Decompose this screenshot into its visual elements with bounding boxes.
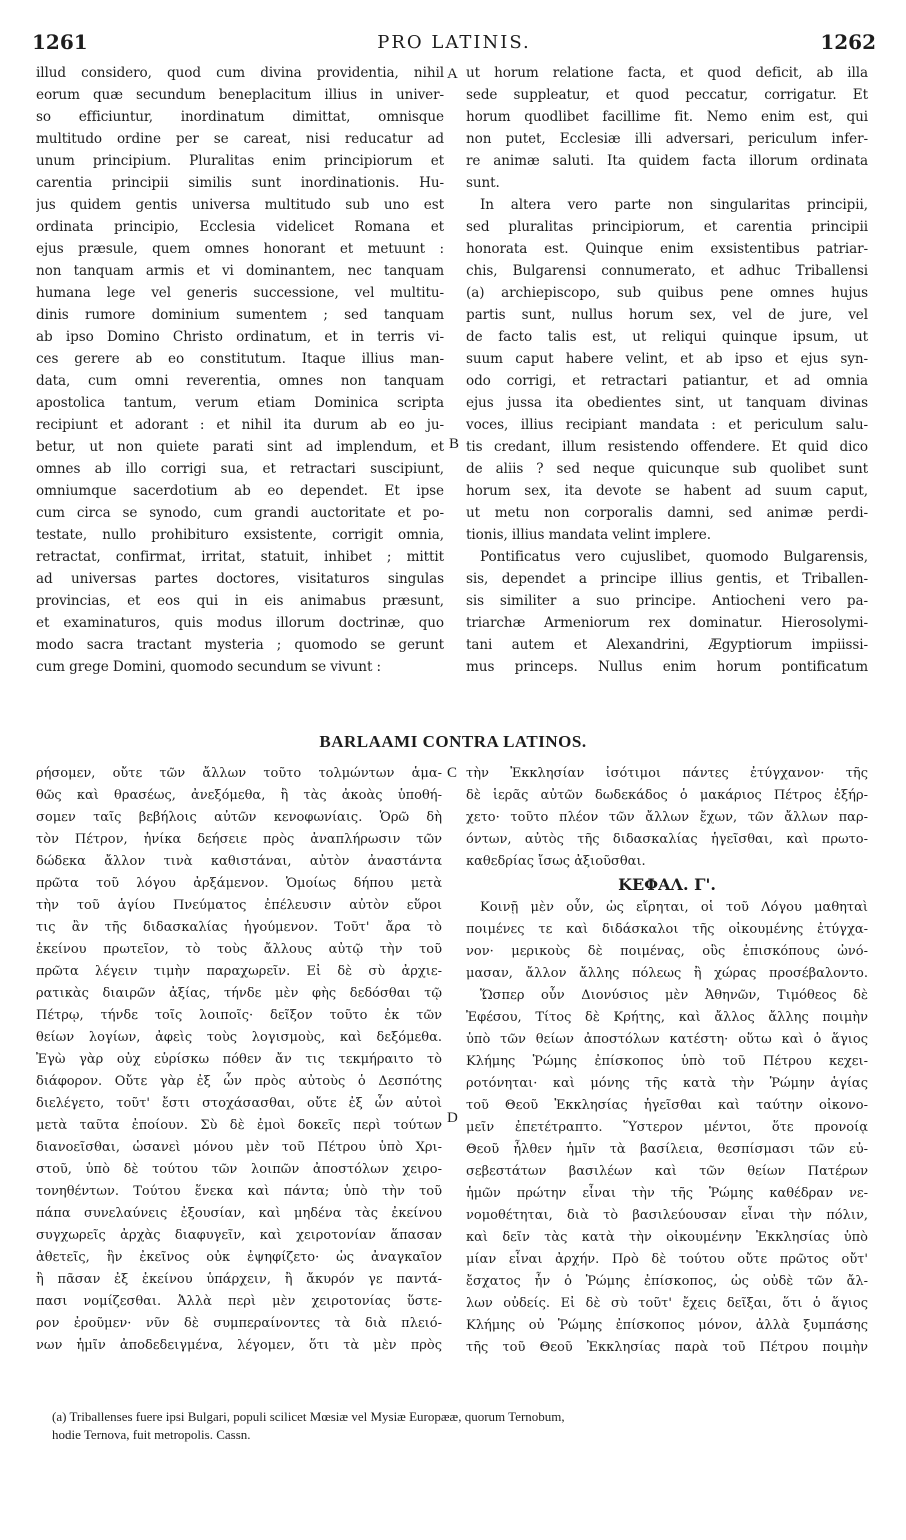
text-line: ut metu non corporalis damni, sed animæ perdi- — [466, 505, 868, 521]
text-line: sed pluralitas principiorum, et carentia principii — [466, 219, 868, 235]
text-line: unum principium. Pluralitas enim principiorum et — [36, 153, 444, 169]
text-line: τονηθέντων. Τούτου ἕνεκα καὶ πάντα; ὑπὸ τὴν τοῦ — [36, 1184, 442, 1199]
margin-marker-c: C — [447, 765, 458, 781]
text-line: Κλήμης Ῥώμης ἐπίσκοπος ὑπὸ τοῦ Πέτρου κεχει- — [466, 1054, 868, 1069]
text-line: καθεδρίας ἴσως ἀξιοῦσθαι. — [466, 854, 646, 869]
margin-marker-d: D — [447, 1110, 458, 1126]
text-line: ρήσομεν, οὔτε τῶν ἄλλων τοῦτο τολμώντων ἁμα- — [36, 766, 442, 781]
text-line: μίαν εἶναι ἀρχήν. Πρὸ δὲ τούτου οὔτε πρῶτος οὔτ' — [466, 1252, 868, 1267]
text-line: ὑπὸ τῶν θείων ἀποστόλων κατέστη· οὕτω καὶ ὁ ἅγιος — [466, 1032, 868, 1047]
text-line: et examinaturos, quis modus illorum doctrinæ, quo — [36, 615, 444, 631]
text-line: multitudo ordine per se careat, nisi reducatur ad — [36, 131, 444, 147]
text-line: τὴν τοῦ ἁγίου Πνεύματος ἐπέλευσιν αὐτὸν εὕροι — [36, 898, 442, 913]
text-line: In altera vero parte non singularitas principii, — [480, 197, 868, 213]
left-page-number: 1261 — [32, 30, 88, 54]
text-line: λων οὐδείς. Εἰ δὲ σὺ τοῦτ' ἔχεις δεῖξαι, ὅτι ὁ ἅγιος — [466, 1296, 868, 1311]
text-line: ἔσχατος ἦν ὁ Ῥώμης ἐπίσκοπος, ὡς οὐδὲ τῶν ἄλ- — [466, 1274, 868, 1289]
text-line: re animæ saluti. Ita quidem facta illorum ordinata — [466, 153, 868, 169]
text-line: sis, dependet a principe illius gentis, et Triballen- — [466, 571, 868, 587]
text-line: τῆς τοῦ Θεοῦ Ἐκκλησίας παρὰ τοῦ Πέτρου ποιμὴν — [466, 1340, 868, 1355]
text-line: so efficiuntur, inordinatum dimittat, omnisque — [36, 109, 444, 125]
text-line: eorum quæ secundum beneplacitum illius in univer- — [36, 87, 444, 103]
text-line: ἢ πᾶσαν ἐξ ἐκείνου ὑπάρχειν, ἢ ἄκυρόν γε παντά- — [36, 1272, 442, 1287]
text-line: καὶ δεῖν τὰς κατὰ τὴν οἰκουμένην Ἐκκλησίας ὑπὸ — [466, 1230, 868, 1245]
text-line: non tanquam armis et vi dominantem, nec tanquam — [36, 263, 444, 279]
text-line: τὴν Ἐκκλησίαν ἰσότιμοι πάντες ἐτύγχανον· τῆς — [466, 766, 868, 781]
text-line: tionis, illius mandata velint implere. — [466, 527, 711, 543]
margin-marker-a: A — [447, 66, 458, 82]
text-line: τοῦ Θεοῦ Ἐκκλησίας ἡγεῖσθαι καὶ ταύτην οἰκονο- — [466, 1098, 868, 1113]
text-line: (a) archiepiscopo, sub quibus pene omnes hujus — [466, 285, 868, 301]
text-line: ρον ἐροῦμεν· νῦν δὲ συμπεραίνοντες τὰ διὰ πλειό- — [36, 1316, 442, 1331]
text-line: omniumque sacerdotium ab eo dependet. Et ipse — [36, 483, 444, 499]
text-line: μεῖν ἐπετέτραπτο. Ὕστερον μέντοι, ὅτε προνοίᾳ — [466, 1120, 868, 1135]
greek-right-column — [466, 763, 868, 1359]
text-line: cum grege Domini, quomodo secundum se vivunt : — [36, 659, 382, 675]
text-line: partis sunt, nullus horum sex, vel de jure, vel — [466, 307, 868, 323]
text-line: ut horum relatione facta, et quod deficit, ab illa — [466, 65, 868, 81]
footnote — [52, 1408, 872, 1444]
text-line: Πέτρῳ, τήνδε τοῖς λοιποῖς· δεῖξον τοῦτο ἐκ τῶν — [36, 1008, 442, 1023]
text-line: mus princeps. Nullus enim horum pontificatum — [466, 659, 868, 675]
text-line: στοῦ, ὑπὸ δὲ τούτου τῶν λοιπῶν ἀποστόλων χειρο- — [36, 1162, 442, 1177]
latin-right-column — [466, 62, 868, 678]
text-line: διελέγετο, τοῦτ' ἔστι στοχάσασθαι, οὔτε ἐξ ὧν αὐτοὶ — [36, 1096, 442, 1111]
text-line: δὲ ἱερᾶς αὐτῶν δωδεκάδος ὁ μακάριος Πέτρος ἐξήρ- — [466, 788, 868, 803]
text-line: sede suppleatur, et quod peccatur, corrigatur. Et — [466, 87, 868, 103]
text-line: de aliis ? sed neque quicunque sub quolibet sunt — [466, 461, 868, 477]
text-line: δώδεκα ἄλλον τινὰ καθιστάναι, αὐτὸν ἀναστάντα — [36, 854, 442, 869]
footnote-line: hodie Ternova, fuit metropolis. Cassn. — [52, 1427, 251, 1442]
right-page-number: 1262 — [820, 30, 876, 54]
text-line: cum circa se synodo, cum grandi auctoritate et po- — [36, 505, 444, 521]
text-line: Θεοῦ ἦλθεν ἡμῖν τὰ βασίλεια, θεσπίσμασι τῶν εὐ- — [466, 1142, 868, 1157]
text-line: retractat, confirmat, irritat, statuit, inhibet ; mittit — [36, 549, 444, 565]
text-line: διάφορον. Οὔτε γὰρ ἐξ ὧν πρὸς αὐτοὺς ὁ Δεσπότης — [36, 1074, 442, 1089]
text-line: μασαν, ἄλλον ἄλλης πόλεως ἢ χώρας προσέβαλοντο. — [466, 966, 868, 981]
text-line: πάπα συνελαύνεις ἐξουσίαν, καὶ μηδένα τὰς ἐκείνου — [36, 1206, 442, 1221]
chapter-heading: ΚΕΦΑΛ. Γ'. — [618, 875, 716, 894]
text-line: ποιμένες τε καὶ διδάσκαλοι τῆς οἰκουμένης ἐτύγχα- — [466, 922, 868, 937]
text-line: τις ἂν τῆς διδασκαλίας ἡγούμενον. Τοῦτ' ἄρα τὸ — [36, 920, 442, 935]
text-line: tis credant, illum resistendo offendere. Et quid dico — [466, 439, 868, 455]
text-line: μετὰ ταῦτα ἐποίουν. Σὺ δὲ ἐμοὶ δοκεῖς περὶ τούτων — [36, 1118, 442, 1133]
greek-right-top-block — [466, 763, 868, 873]
text-line: ρατικὰς διαιρῶν ἀξίας, τήνδε μὲν φὴς δεδόσθαι τῷ — [36, 986, 442, 1001]
text-line: suum caput habere velint, et ab ipso et ejus syn- — [466, 351, 868, 367]
text-line: sis similiter a suo principe. Antiocheni vero pa- — [466, 593, 868, 609]
text-line: πρῶτα λέγειν τιμὴν παραχωρεῖν. Εἰ δὲ σὺ ἀρχιε- — [36, 964, 442, 979]
text-line: πασι νομίζεσθαι. Ἀλλὰ περὶ μὲν χειροτονίας ὕστε- — [36, 1294, 442, 1309]
text-line: ces gerere ab eo constitutum. Itaque illius man- — [36, 351, 444, 367]
text-line: τὸν Πέτρον, ἡνίκα δεήσειε πρὸς ἀναπλήρωσιν τῶν — [36, 832, 442, 847]
text-line: ab ipso Domino Christo ordinatum, et in terris vi- — [36, 329, 444, 345]
latin-left-column — [36, 62, 444, 678]
text-line: data, cum omni reverentia, omnes non tanquam — [36, 373, 444, 389]
text-line: voces, illius recipiant mandata : et periculum salu- — [466, 417, 868, 433]
footnote-line: (a) Triballenses fuere ipsi Bulgari, populi scilicet Mœsiæ vel Mysiæ Europææ, quorum Ternobum, — [52, 1409, 565, 1424]
text-line: ejus præsule, quem omnes honorant et metuunt : — [36, 241, 444, 257]
text-line: νομοθέτηται, διὰ τὸ βασιλεύουσαν εἶναι τὴν πόλιν, — [466, 1208, 868, 1223]
text-line: horum sex, ita devote se habent ad suum caput, — [466, 483, 868, 499]
greek-left-column — [36, 763, 442, 1357]
text-line: ἐκείνου πρωτεῖον, τὸ τοὺς ἄλλους αὐτῷ τὴν τοῦ — [36, 942, 442, 957]
text-line: Κλήμης οὐ Ῥώμης ἐπίσκοπος μόνον, ἀλλὰ ξυμπάσης — [466, 1318, 868, 1333]
text-line: θῶς καὶ θρασέως, ἀνεξόμεθα, ἢ τὰς ἀκοὰς ὑποθή- — [36, 788, 442, 803]
text-line: betur, ut non quiete parati sint ad implendum, et — [36, 439, 444, 455]
text-line: χετο· τοῦτο πλέον τῶν ἄλλων ἔχων, τῶν ἄλλων παρ- — [466, 810, 868, 825]
text-line: odo corrigi, et retractari patiantur, et ad omnia — [466, 373, 868, 389]
text-line: horum quodlibet facillime fit. Nemo enim est, qui — [466, 109, 868, 125]
text-line: carentia principii similis sunt inordinationis. Hu- — [36, 175, 444, 191]
text-line: triarchæ Armeniorum rex dominatur. Hierosolymi- — [466, 615, 868, 631]
text-line: omnes ab illo corrigi sua, et retractari suscipiunt, — [36, 461, 444, 477]
text-line: humana lege vel generis successione, vel multitu- — [36, 285, 444, 301]
section-title: BARLAAMI CONTRA LATINOS. — [319, 732, 587, 751]
text-line: διανοεῖσθαι, ὡσανεὶ μόνου μὲν τοῦ Πέτρου ὑπὸ Χρι- — [36, 1140, 442, 1155]
running-title: PRO LATINIS. — [377, 32, 531, 53]
text-line: sunt. — [466, 175, 500, 191]
text-line: ad universas partes doctores, visitaturos singulas — [36, 571, 444, 587]
text-line: dinis rumore dominium sumentem ; sed tanquam — [36, 307, 444, 323]
text-line: σομεν ταῖς βεβήλοις αὐτῶν κενοφωνίαις. Ὁρῶ δὴ — [36, 810, 442, 825]
text-line: νων ἡμῖν ἀποδεδειγμένα, λέγομεν, ὅτι τὰ μὲν πρὸς — [36, 1338, 442, 1353]
text-line: συγχωρεῖς ἀρχὰς διαφυγεῖν, καὶ χειροτονίαν ἅπασαν — [36, 1228, 442, 1243]
text-line: θείων λογίων, ἀφεὶς τοὺς λογισμοὺς, καὶ δεξόμεθα. — [36, 1030, 442, 1045]
page-header — [32, 30, 876, 60]
text-line: σεβεστάτων βασιλέων καὶ τῶν θείων Πατέρων — [466, 1164, 868, 1179]
text-line: Ὥσπερ οὖν Διονύσιος μὲν Ἀθηνῶν, Τιμόθεος δὲ — [480, 988, 868, 1003]
text-line: tani autem et Alexandrini, Ægyptiorum impiissi- — [466, 637, 868, 653]
text-line: ἀθετεῖς, ἣν ἐκεῖνος οὐκ ἐψηφίζετο· ὡς ἀναγκαῖον — [36, 1250, 442, 1265]
text-line: provincias, et eos qui in eis animabus præsunt, — [36, 593, 444, 609]
greek-right-bottom-block — [466, 897, 868, 1359]
text-line: ejus jussa ita obedientes sint, ut tanquam divinas — [466, 395, 868, 411]
text-line: honorata est. Quinque enim exsistentibus patriar- — [466, 241, 868, 257]
text-line: Ἐφέσου, Τίτος δὲ Κρήτης, καὶ ἄλλος ἄλλης ποιμὴν — [466, 1010, 868, 1025]
text-line: jus quidem gentis universa multitudo sub uno est — [36, 197, 444, 213]
text-line: ordinata principio, Ecclesia videlicet Romana et — [36, 219, 444, 235]
text-line: ροτόνηται· καὶ μόνης τῆς κατὰ τὴν Ῥώμην ἁγίας — [466, 1076, 868, 1091]
text-line: νον· μερικοὺς δὲ ποιμένας, οὓς ἐπισκόπους ὠνό- — [466, 944, 868, 959]
text-line: non putet, Ecclesiæ illi adversari, periculum infer- — [466, 131, 868, 147]
text-line: recipiunt et adorant : et nihil ita durum ab eo ju- — [36, 417, 444, 433]
text-line: illud considero, quod cum divina providentia, nihil — [36, 65, 444, 81]
text-line: όντων, αὐτὸς τῆς διδασκαλίας ἡγεῖσθαι, καὶ πρωτο- — [466, 832, 868, 847]
margin-marker-b: B — [449, 436, 460, 452]
text-line: ἡμῶν πρώτην εἶναι τὴν τῆς Ῥώμης καθέδραν νε- — [466, 1186, 868, 1201]
text-line: πρῶτα τοῦ λόγου ἀρξάμενον. Ὁμοίως δήπου μετὰ — [36, 876, 442, 891]
text-line: modo sacra tractant mysteria ; quomodo se gerunt — [36, 637, 444, 653]
text-line: testate, nullo prohibituro exsistente, corrigit omnia, — [36, 527, 444, 543]
text-line: apostolica tantum, verum etiam Dominica scripta — [36, 395, 444, 411]
text-line: de facto talis est, ut reliqui quinque ipsum, ut — [466, 329, 868, 345]
text-line: Pontificatus vero cujuslibet, quomodo Bulgarensis, — [480, 549, 868, 565]
text-line: Κοινῇ μὲν οὖν, ὡς εἴρηται, οἱ τοῦ Λόγου μαθηταὶ — [480, 900, 868, 915]
text-line: chis, Bulgarensi connumerato, et adhuc Triballensi — [466, 263, 868, 279]
text-line: Ἐγὼ γὰρ οὐχ εὑρίσκω πόθεν ἄν τις τεκμήραιτο τὸ — [36, 1052, 442, 1067]
